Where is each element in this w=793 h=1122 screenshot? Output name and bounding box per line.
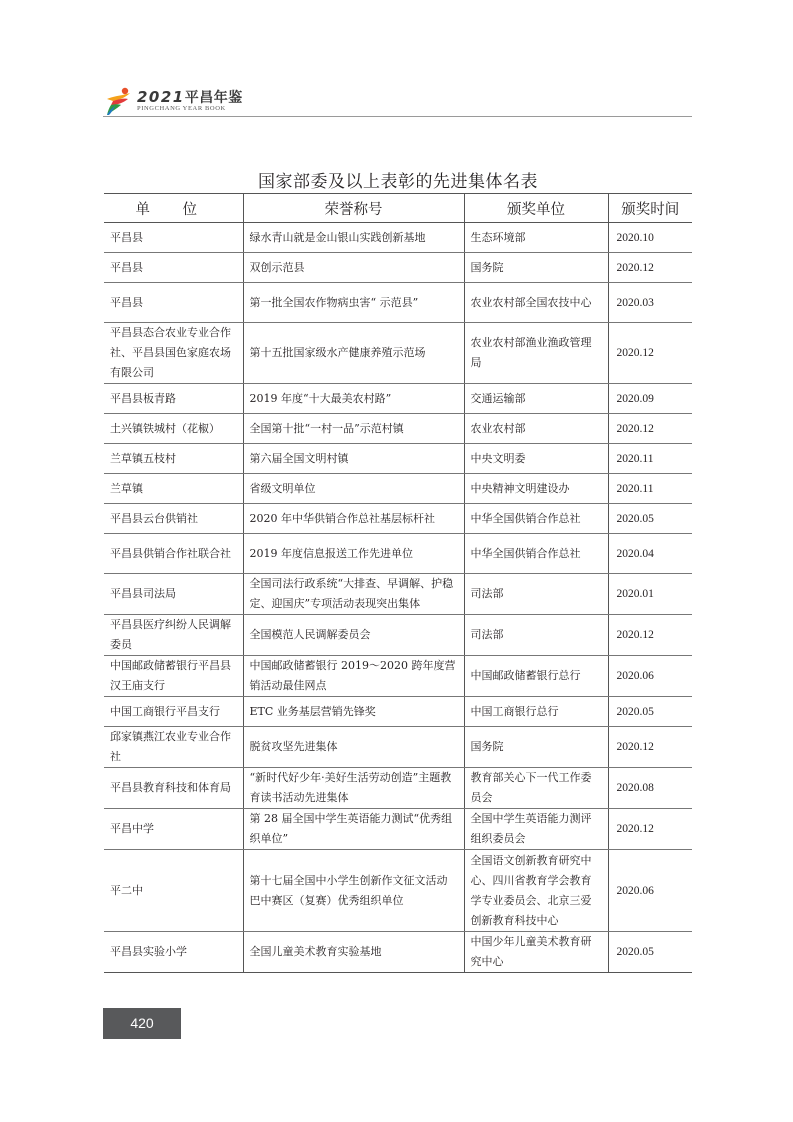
column-header-unit: 单 位: [104, 194, 243, 223]
table-row: [104, 697, 692, 727]
cell-unit: 中国工商银行平昌支行: [104, 697, 243, 727]
cell-issuer: 交通运输部: [464, 384, 608, 414]
cell-date: 2020.11: [608, 474, 692, 504]
cell-honor: 第六届全国文明村镇: [243, 444, 464, 474]
cell-issuer: 中国工商银行总行: [464, 697, 608, 727]
table-header-row: [104, 194, 692, 223]
cell-unit: 土兴镇铁城村（花椒）: [104, 414, 243, 444]
cell-date: 2020.11: [608, 444, 692, 474]
pingchang-logo-icon: [103, 86, 133, 116]
table-row: [104, 768, 692, 809]
cell-date: 2020.05: [608, 932, 692, 973]
cell-honor: 双创示范县: [243, 253, 464, 283]
cell-issuer: 国务院: [464, 253, 608, 283]
cell-honor: 全国模范人民调解委员会: [243, 615, 464, 656]
cell-honor: 2019 年度“十大最美农村路”: [243, 384, 464, 414]
cell-issuer: 中国邮政储蓄银行总行: [464, 656, 608, 697]
cell-date: 2020.06: [608, 656, 692, 697]
table-row: [104, 574, 692, 615]
cell-issuer: 中华全国供销合作总社: [464, 534, 608, 574]
cell-date: 2020.05: [608, 697, 692, 727]
table-row: [104, 384, 692, 414]
cell-honor: 2020 年中华供销合作总社基层标杆社: [243, 504, 464, 534]
cell-issuer: 教育部关心下一代工作委员会: [464, 768, 608, 809]
cell-date: 2020.10: [608, 223, 692, 253]
table-row: [104, 534, 692, 574]
cell-date: 2020.03: [608, 283, 692, 323]
yearbook-subtitle: PINGCHANG YEAR BOOK: [137, 105, 226, 112]
table-title: 国家部委及以上表彰的先进集体名表: [258, 172, 538, 192]
cell-unit: 平昌县: [104, 253, 243, 283]
cell-unit: 平昌中学: [104, 809, 243, 850]
table-row: [104, 615, 692, 656]
column-header-date: 颁奖时间: [608, 194, 692, 223]
table-row: [104, 504, 692, 534]
cell-honor: 全国儿童美术教育实验基地: [243, 932, 464, 973]
cell-honor: 绿水青山就是金山银山实践创新基地: [243, 223, 464, 253]
cell-issuer: 农业农村部: [464, 414, 608, 444]
cell-unit: 中国邮政储蓄银行平昌县汉王庙支行: [104, 656, 243, 697]
cell-date: 2020.04: [608, 534, 692, 574]
column-header-honor: 荣誉称号: [243, 194, 464, 223]
page-header: [103, 86, 693, 118]
cell-unit: 兰草镇: [104, 474, 243, 504]
cell-date: 2020.09: [608, 384, 692, 414]
awards-table: [104, 193, 692, 973]
cell-date: 2020.12: [608, 809, 692, 850]
table-row: [104, 323, 692, 384]
cell-issuer: 农业农村部渔业渔政管理局: [464, 323, 608, 384]
header-divider: [103, 116, 692, 117]
cell-honor: 省级文明单位: [243, 474, 464, 504]
cell-honor: 全国第十批“一村一品”示范村镇: [243, 414, 464, 444]
cell-honor: 脱贫攻坚先进集体: [243, 727, 464, 768]
cell-issuer: 中国少年儿童美术教育研究中心: [464, 932, 608, 973]
cell-issuer: 司法部: [464, 574, 608, 615]
column-header-issuer: 颁奖单位: [464, 194, 608, 223]
cell-date: 2020.12: [608, 414, 692, 444]
cell-date: 2020.12: [608, 323, 692, 384]
table-row: [104, 656, 692, 697]
cell-honor: 第十七届全国中小学生创新作文征文活动巴中赛区（复赛）优秀组织单位: [243, 850, 464, 932]
cell-issuer: 中央精神文明建设办: [464, 474, 608, 504]
cell-unit: 邱家镇燕江农业专业合作社: [104, 727, 243, 768]
page-number: 420: [103, 1008, 181, 1039]
table-row: [104, 283, 692, 323]
yearbook-year: 2021: [137, 88, 185, 106]
table-row: [104, 809, 692, 850]
cell-unit: 兰草镇五枝村: [104, 444, 243, 474]
cell-honor: 第十五批国家级水产健康养殖示范场: [243, 323, 464, 384]
cell-honor: 全国司法行政系统“大排查、早调解、护稳定、迎国庆”专项活动表现突出集体: [243, 574, 464, 615]
cell-unit: 平昌县医疗纠纷人民调解委员: [104, 615, 243, 656]
cell-issuer: 农业农村部全国农技中心: [464, 283, 608, 323]
cell-unit: 平昌县司法局: [104, 574, 243, 615]
cell-honor: 中国邮政储蓄银行 2019～2020 跨年度营销活动最佳网点: [243, 656, 464, 697]
cell-date: 2020.12: [608, 615, 692, 656]
yearbook-name: 平昌年鉴: [184, 90, 243, 106]
cell-honor: 第 28 届全国中学生英语能力测试“优秀组织单位”: [243, 809, 464, 850]
cell-date: 2020.12: [608, 253, 692, 283]
table-row: [104, 253, 692, 283]
cell-unit: 平昌县教育科技和体育局: [104, 768, 243, 809]
cell-unit: 平二中: [104, 850, 243, 932]
table-row: [104, 932, 692, 973]
cell-honor: 第一批全国农作物病虫害“ 示范县”: [243, 283, 464, 323]
cell-unit: 平昌县板青路: [104, 384, 243, 414]
cell-honor: ETC 业务基层营销先锋奖: [243, 697, 464, 727]
table-row: [104, 727, 692, 768]
cell-unit: 平昌县: [104, 223, 243, 253]
table-row: [104, 223, 692, 253]
cell-unit: 平昌县实验小学: [104, 932, 243, 973]
cell-unit: 平昌县云台供销社: [104, 504, 243, 534]
cell-date: 2020.12: [608, 727, 692, 768]
yearbook-title: [137, 87, 243, 107]
cell-issuer: 生态环境部: [464, 223, 608, 253]
cell-issuer: 司法部: [464, 615, 608, 656]
cell-unit: 平昌县态合农业专业合作社、平昌县国色家庭农场有限公司: [104, 323, 243, 384]
cell-date: 2020.08: [608, 768, 692, 809]
table-row: [104, 850, 692, 932]
cell-unit: 平昌县供销合作社联合社: [104, 534, 243, 574]
table-row: [104, 444, 692, 474]
table-row: [104, 474, 692, 504]
cell-issuer: 中央文明委: [464, 444, 608, 474]
cell-issuer: 中华全国供销合作总社: [464, 504, 608, 534]
cell-date: 2020.06: [608, 850, 692, 932]
cell-unit: 平昌县: [104, 283, 243, 323]
cell-date: 2020.01: [608, 574, 692, 615]
cell-issuer: 全国中学生英语能力测评组织委员会: [464, 809, 608, 850]
cell-issuer: 国务院: [464, 727, 608, 768]
cell-honor: “新时代好少年·美好生活劳动创造”主题教育读书活动先进集体: [243, 768, 464, 809]
cell-honor: 2019 年度信息报送工作先进单位: [243, 534, 464, 574]
cell-date: 2020.05: [608, 504, 692, 534]
table-row: [104, 414, 692, 444]
cell-issuer: 全国语文创新教育研究中心、四川省教育学会教育学专业委员会、北京三爱创新教育科技中心: [464, 850, 608, 932]
